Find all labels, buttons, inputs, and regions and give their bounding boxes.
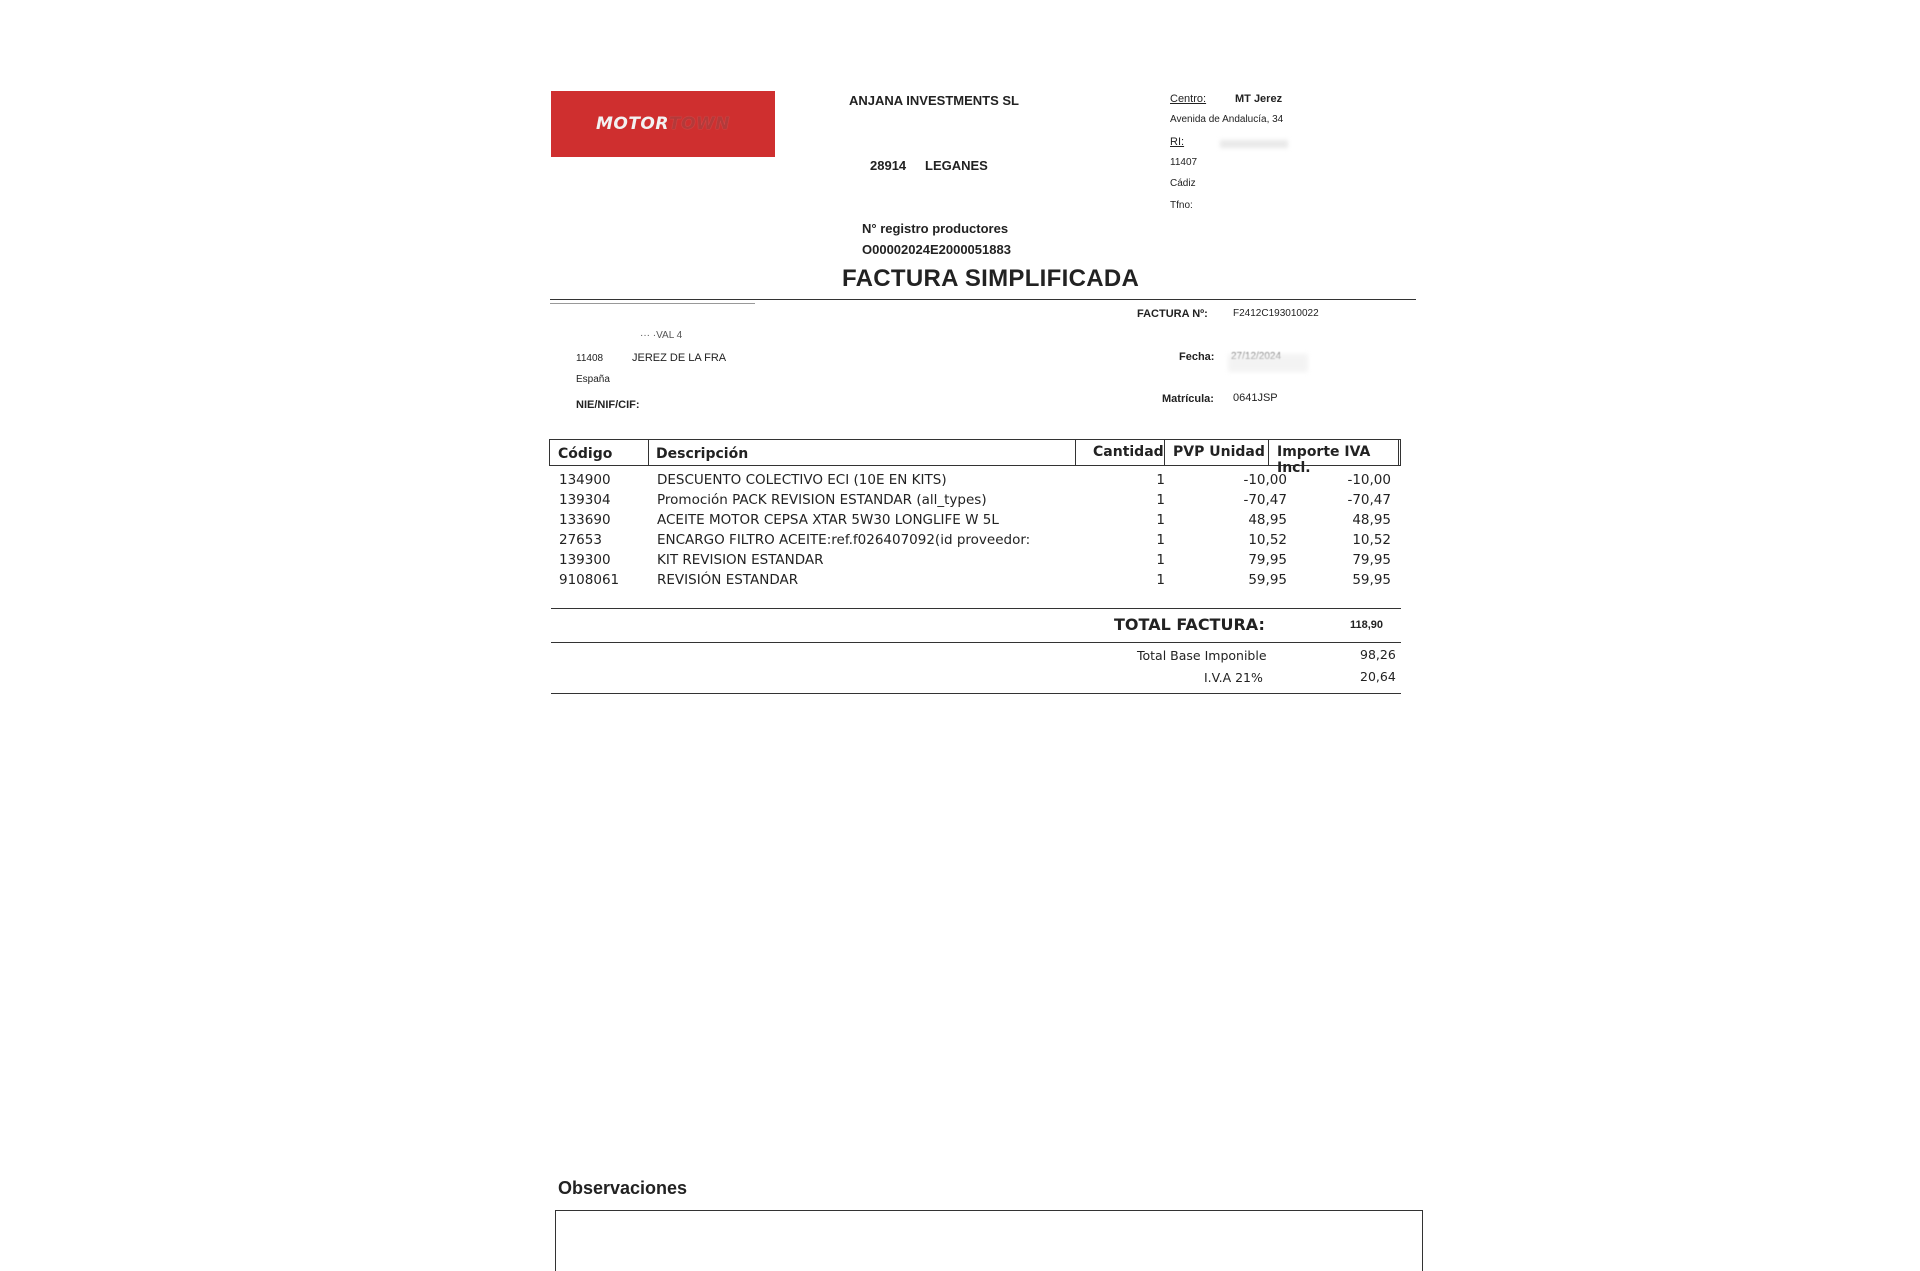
row-description: KIT REVISION ESTANDAR xyxy=(657,552,824,568)
row-unit-price: 48,95 xyxy=(1248,512,1287,528)
row-amount: 10,52 xyxy=(1352,532,1391,548)
invoice-number-label: FACTURA Nº: xyxy=(1137,308,1208,320)
row-quantity: 1 xyxy=(1156,472,1165,488)
header-description: Descripción xyxy=(656,446,749,462)
base-label: Total Base Imponible xyxy=(1137,648,1267,663)
customer-country: España xyxy=(576,374,610,385)
customer-city: JEREZ DE LA FRA xyxy=(632,352,727,364)
header-quantity: Cantidad xyxy=(1093,444,1164,460)
row-quantity: 1 xyxy=(1156,552,1165,568)
row-amount: 59,95 xyxy=(1352,572,1391,588)
header-separator xyxy=(1075,440,1076,465)
row-unit-price: 79,95 xyxy=(1248,552,1287,568)
observations-box xyxy=(555,1210,1423,1271)
plate-label: Matrícula: xyxy=(1162,393,1214,405)
company-city: LEGANES xyxy=(925,158,988,173)
vat-label: I.V.A 21% xyxy=(1204,670,1263,685)
header-amount: Importe IVA Incl. xyxy=(1277,444,1371,476)
row-amount: -10,00 xyxy=(1347,472,1391,488)
logo-text-motor: MOTOR xyxy=(595,114,669,134)
motortown-logo xyxy=(551,91,775,157)
row-code: 134900 xyxy=(559,472,611,488)
table-row xyxy=(549,572,1399,592)
row-unit-price: -70,47 xyxy=(1243,492,1287,508)
table-row xyxy=(549,512,1399,532)
ri-label: RI: xyxy=(1170,136,1185,148)
header-separator xyxy=(648,440,649,465)
header-separator xyxy=(1268,440,1269,465)
centre-name: MT Jerez xyxy=(1235,93,1283,105)
header-code: Código xyxy=(558,446,613,462)
plate-number: 0641JSP xyxy=(1233,392,1278,404)
customer-postal-code: 11408 xyxy=(576,353,604,364)
centre-postal-code: 11407 xyxy=(1170,157,1198,168)
row-code: 9108061 xyxy=(559,572,620,588)
date-redaction xyxy=(1228,354,1308,372)
company-name: ANJANA INVESTMENTS SL xyxy=(849,93,1019,108)
row-unit-price: 59,95 xyxy=(1248,572,1287,588)
document-title: FACTURA SIMPLIFICADA xyxy=(842,265,1140,292)
invoice-number: F2412C193010022 xyxy=(1233,308,1319,319)
header-separator xyxy=(1164,440,1165,465)
logo-text-town: TOWN xyxy=(668,114,731,134)
row-code: 139304 xyxy=(559,492,611,508)
title-divider xyxy=(550,299,1416,300)
total-bottom-divider xyxy=(551,642,1401,643)
row-description: REVISIÓN ESTANDAR xyxy=(657,572,799,588)
phone-label: Tfno: xyxy=(1170,200,1193,211)
row-code: 133690 xyxy=(559,512,611,528)
row-amount: 48,95 xyxy=(1352,512,1391,528)
row-unit-price: -10,00 xyxy=(1243,472,1287,488)
row-code: 27653 xyxy=(559,532,602,548)
total-label: TOTAL FACTURA: xyxy=(1114,615,1265,634)
row-description: Promoción PACK REVISION ESTANDAR (all_types) xyxy=(657,492,987,508)
observations-title: Observaciones xyxy=(558,1178,688,1198)
total-amount: 118,90 xyxy=(1350,619,1384,631)
total-top-divider xyxy=(551,608,1401,609)
vat-amount: 20,64 xyxy=(1360,669,1396,684)
row-description: ACEITE MOTOR CEPSA XTAR 5W30 LONGLIFE W 5L xyxy=(657,512,999,528)
base-amount: 98,26 xyxy=(1360,647,1396,662)
customer-address-fragment: ··· ·VAL 4 xyxy=(640,330,683,341)
table-row xyxy=(549,532,1399,552)
row-quantity: 1 xyxy=(1156,532,1165,548)
row-amount: -70,47 xyxy=(1347,492,1391,508)
header-unit-price: PVP Unidad xyxy=(1173,444,1265,460)
row-amount: 79,95 xyxy=(1352,552,1391,568)
header-separator xyxy=(1398,440,1399,465)
row-description: ENCARGO FILTRO ACEITE:ref.f026407092(id proveedor: xyxy=(657,532,1031,548)
row-quantity: 1 xyxy=(1156,512,1165,528)
row-unit-price: 10,52 xyxy=(1248,532,1287,548)
registry-label: N° registro productores xyxy=(862,221,1009,236)
summary-divider xyxy=(551,693,1401,694)
table-row xyxy=(549,552,1399,572)
row-quantity: 1 xyxy=(1156,492,1165,508)
row-description: DESCUENTO COLECTIVO ECI (10E EN KITS) xyxy=(657,472,947,488)
company-postal-code: 28914 xyxy=(870,158,907,173)
table-row xyxy=(549,492,1399,512)
redacted-ri xyxy=(1220,140,1288,148)
row-quantity: 1 xyxy=(1156,572,1165,588)
nif-label: NIE/NIF/CIF: xyxy=(576,399,640,411)
centre-label: Centro: xyxy=(1170,93,1207,105)
table-row xyxy=(549,472,1399,492)
registry-number: O00002024E2000051883 xyxy=(862,242,1011,257)
centre-province: Cádiz xyxy=(1170,178,1196,189)
customer-divider xyxy=(550,303,755,304)
row-code: 139300 xyxy=(559,552,611,568)
date-label: Fecha: xyxy=(1179,351,1215,363)
centre-address: Avenida de Andalucía, 34 xyxy=(1170,114,1284,125)
table-header xyxy=(549,439,1401,476)
